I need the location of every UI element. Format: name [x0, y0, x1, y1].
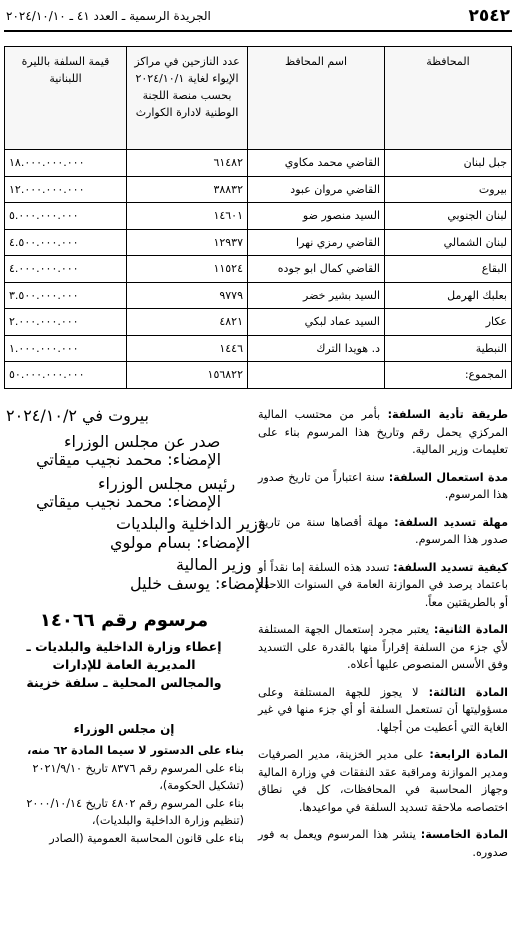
cell-governor: د. هويدا الترك — [248, 335, 385, 362]
article-paragraph — [258, 684, 508, 737]
article-paragraph — [258, 559, 508, 612]
article-label: المادة الخامسة: — [420, 828, 508, 841]
article-label: المادة الرابعة: — [429, 748, 508, 761]
cell-governorate: جبل لبنان — [385, 150, 512, 177]
cell-governorate: بعلبك الهرمل — [385, 282, 512, 309]
cell-displaced: ٤٨٢١ — [127, 309, 248, 336]
cell-displaced: ١٤٤٦ — [127, 335, 248, 362]
cell-governorate: النبطية — [385, 335, 512, 362]
issue-date: بيروت في ٢٠٢٤/١٠/٢ — [6, 406, 149, 425]
issued-by: صدر عن مجلس الوزراء — [64, 432, 221, 451]
interior-minister-title: وزير الداخلية والبلديات — [116, 514, 266, 533]
cell-governor: القاضي كمال ابو جوده — [248, 256, 385, 283]
cell-governor: القاضي مروان عبود — [248, 176, 385, 203]
article-paragraph — [258, 621, 508, 674]
cell-amount: ٤.٠٠٠.٠٠٠.٠٠٠ — [5, 256, 127, 283]
cell-governorate: بيروت — [385, 176, 512, 203]
cell-governor: السيد عماد لبكي — [248, 309, 385, 336]
cell-governorate: لبنان الشمالي — [385, 229, 512, 256]
decree-line: بناء على الدستور لا سيما المادة ٦٢ منه، — [27, 744, 244, 757]
cell-amount: ٣.٥٠٠.٠٠٠.٠٠٠ — [5, 282, 127, 309]
signature-line: الإمضاء: محمد نجيب ميقاتي — [36, 492, 222, 511]
total-amount: ٥٠.٠٠٠.٠٠٠.٠٠٠ — [5, 362, 127, 389]
article-paragraph — [258, 746, 508, 816]
article-text: مهلة أقصاها سنة من تاريخ صدور هذا المرسوم. — [258, 515, 508, 546]
decree-subtitle-line: والمجالس المحلية ـ سلفة خزينة — [26, 675, 222, 690]
cell-displaced: ١١٥٢٤ — [127, 256, 248, 283]
cell-amount: ١٢.٠٠٠.٠٠٠.٠٠٠ — [5, 176, 127, 203]
cell-amount: ١.٠٠٠.٠٠٠.٠٠٠ — [5, 335, 127, 362]
cell-governor: السيد منصور ضو — [248, 203, 385, 230]
article-paragraph — [258, 826, 508, 861]
table-row — [5, 150, 512, 177]
col-governor-name: اسم المحافظ — [248, 47, 385, 150]
cell-amount: ١٨.٠٠٠.٠٠٠.٠٠٠ — [5, 150, 127, 177]
total-empty — [248, 362, 385, 389]
decree-body — [4, 742, 244, 847]
decree-line: (تشكيل الحكومة)، — [159, 779, 244, 792]
decree-line: (تنظيم وزارة الداخلية والبلديات)، — [91, 814, 244, 827]
pm-title: رئيس مجلس الوزراء — [98, 474, 236, 493]
table-row — [5, 309, 512, 336]
articles-column — [258, 406, 508, 871]
gazette-title: الجريدة الرسمية ـ العدد ٤١ ـ ٢٠٢٤/١٠/١٠ — [6, 9, 211, 23]
article-paragraph — [258, 514, 508, 549]
cell-governor: السيد بشير خضر — [248, 282, 385, 309]
signature-line: الإمضاء: محمد نجيب ميقاتي — [36, 450, 222, 469]
table-header-row — [5, 47, 512, 150]
decree-subtitle-line: إعطاء وزارة الداخلية والبلديات ـ — [26, 639, 222, 654]
article-paragraph — [258, 406, 508, 459]
decree-subtitle-line: المديرية العامة للإدارات — [52, 657, 196, 672]
article-label: طريقة تأدية السلفة: — [387, 408, 509, 421]
article-text: ينشر هذا المرسوم ويعمل به فور صدوره. — [258, 828, 508, 859]
signature-line: الإمضاء: يوسف خليل — [130, 574, 269, 593]
table-row — [5, 203, 512, 230]
article-text: بأمر من محتسب المالية المركزي يحمل رقم وتاريخ هذا المرسوم بناء على تعليمات وزير المالية. — [258, 408, 508, 456]
cell-displaced: ٦١٤٨٢ — [127, 150, 248, 177]
article-label: مدة استعمال السلفة: — [388, 470, 508, 484]
finance-minister-title: وزير المالية — [176, 555, 252, 574]
table-row — [5, 282, 512, 309]
decree-line: بناء على المرسوم رقم ٨٣٧٦ تاريخ ٢٠٢١/٩/١٠ — [32, 761, 244, 775]
decree-presenter: إن مجلس الوزراء — [73, 722, 175, 736]
advances-table — [4, 46, 512, 389]
cell-governor: القاضي رمزي نهرا — [248, 229, 385, 256]
cell-displaced: ١٢٩٣٧ — [127, 229, 248, 256]
cell-displaced: ٣٨٨٣٢ — [127, 176, 248, 203]
page-number: ٢٥٤٢ — [468, 6, 510, 26]
cell-governorate: البقاع — [385, 256, 512, 283]
cell-displaced: ١٤٦٠١ — [127, 203, 248, 230]
decree-line: بناء على المرسوم رقم ٤٨٠٢ تاريخ ٢٠٠٠/١٠/١٤ — [26, 796, 244, 810]
cell-displaced: ٩٧٧٩ — [127, 282, 248, 309]
total-label: المجموع: — [385, 362, 512, 389]
article-label: كيفية تسديد السلفة: — [393, 560, 508, 574]
article-text: على مدير الخزينة، مدير الصرفيات ومدير الموازنة ومراقبة عقد النفقات في وزارة المالية وجهاز المحاسبة في المحافظات، كل في نطاق اختصاصه ملاحقة تسديد السلفة في مواعيدها. — [258, 748, 508, 814]
total-displaced: ١٥٦٨٢٢ — [127, 362, 248, 389]
article-text: سنة اعتباراً من تاريخ صدور هذا المرسوم. — [258, 470, 508, 501]
article-text: لا يجوز للجهة المستلفة وعلى مسؤوليتها أن تستعمل السلفة أو أي جزء منها في غير الغاية التي أعطيت من أجلها. — [258, 685, 508, 734]
article-label: المادة الثانية: — [433, 623, 508, 636]
signature-line: الإمضاء: بسام مولوي — [110, 533, 250, 552]
col-advance-amount: قيمة السلفة بالليرة اللبنانية — [5, 47, 127, 150]
col-displaced-count: عدد النازحين في مراكز الإيواء لغاية ٢٠٢٤/١٠/١ بحسب منصة اللجنة الوطنية لادارة الكوارث — [127, 47, 248, 150]
decree-line: بناء على قانون المحاسبة العمومية (الصادر — [49, 831, 244, 845]
cell-governor: القاضي محمد مكاوي — [248, 150, 385, 177]
table-row — [5, 229, 512, 256]
decree-title: مرسوم رقم ١٤٠٦٦ — [39, 610, 209, 631]
cell-governorate: عكار — [385, 309, 512, 336]
table-row — [5, 256, 512, 283]
decree-subtitle — [4, 638, 244, 692]
article-label: مهلة تسديد السلفة: — [394, 515, 508, 529]
table-total-row — [5, 362, 512, 389]
article-label: المادة الثالثة: — [428, 685, 508, 699]
cell-amount: ٥.٠٠٠.٠٠٠.٠٠٠ — [5, 203, 127, 230]
page-header — [4, 6, 512, 32]
cell-amount: ٤.٥٠٠.٠٠٠.٠٠٠ — [5, 229, 127, 256]
cell-governorate: لبنان الجنوبي — [385, 203, 512, 230]
article-paragraph — [258, 469, 508, 504]
cell-amount: ٢.٠٠٠.٠٠٠.٠٠٠ — [5, 309, 127, 336]
table-row — [5, 335, 512, 362]
article-text: تسدد هذه السلفة إما نقداً أو باعتماد يرصد في الموازنة العامة في السنوات اللاحقة أو بالطريقتين معاً. — [258, 560, 508, 609]
table-row — [5, 176, 512, 203]
article-text: يعتبر مجرد إستعمال الجهة المستلفة لأي جزء من السلفة إقراراً منها بالقدرة على التسديد وفق الأسس المنصوص عليها أعلاه. — [258, 623, 508, 671]
col-governorate: المحافظة — [385, 47, 512, 150]
